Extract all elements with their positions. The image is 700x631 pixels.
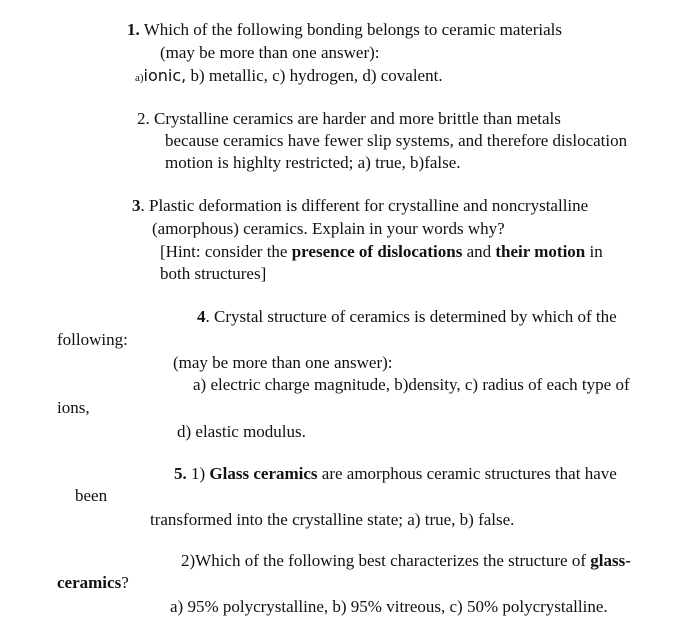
q3-text: . Plastic deformation is different for crystalline and noncrystalline (140, 196, 589, 215)
q4-line1 (197, 307, 617, 327)
q1-text: Which of the following bonding belongs to ceramic materials (143, 20, 562, 39)
q5-wrap1: been (75, 486, 108, 505)
q5-number: 5. (174, 464, 187, 483)
q5-part2-pre: 2)Which of the following best characterizes the structure of (181, 551, 591, 570)
q3-hint-mid: and (462, 242, 496, 261)
q1-options-rest: b) metallic, c) hydrogen, d) covalent. (190, 66, 443, 85)
q1-line2: (may be more than one answer): (160, 43, 380, 62)
q1-option-a-text: ionic, (143, 66, 187, 85)
q5-wrap2 (57, 573, 129, 593)
q5-line3 (181, 551, 631, 571)
q2-line1: 2. Crystalline ceramics are harder and more brittle than metals (137, 109, 561, 128)
q5-wrap2-post: ? (121, 573, 129, 592)
q3-hint-bold1: presence of dislocations (291, 242, 463, 261)
q3-line1 (132, 196, 588, 216)
q5-part1-post: are amorphous ceramic structures that have (317, 464, 617, 483)
q3-hint (160, 242, 603, 262)
q3-hint-pre: [Hint: consider the (160, 242, 292, 261)
q2-line3: motion is highlty restricted; a) true, b)false. (165, 153, 461, 172)
q1-number: 1. (127, 20, 140, 39)
q1-options (135, 66, 443, 88)
q3-hint-post: in (585, 242, 603, 261)
q4-line4: d) elastic modulus. (177, 422, 306, 441)
q3-number: 3 (132, 196, 141, 215)
q5-wrap2-bold: ceramics (57, 573, 122, 592)
q4-number: 4 (197, 307, 206, 326)
q4-wrap1: following: (57, 330, 128, 349)
q3-line4: both structures] (160, 264, 267, 283)
q5-part1-bold: Glass ceramics (209, 464, 318, 483)
q3-hint-bold2: their motion (495, 242, 586, 261)
q2-line2: because ceramics have fewer slip systems, and therefore dislocation (165, 131, 628, 150)
q5-line2: transformed into the crystalline state; a) true, b) false. (150, 510, 515, 529)
q1-option-a-label: a) (135, 72, 144, 84)
q5-line1 (174, 464, 617, 484)
q3-line2: (amorphous) ceramics. Explain in your words why? (152, 219, 505, 238)
q4-line2: (may be more than one answer): (173, 353, 393, 372)
q5-line4: a) 95% polycrystalline, b) 95% vitreous, c) 50% polycrystalline. (170, 597, 608, 616)
q4-wrap2: ions, (57, 398, 90, 417)
q1-line1 (127, 20, 562, 40)
q5-part2-bold: glass- (590, 551, 631, 570)
q4-text: . Crystal structure of ceramics is determined by which of the (205, 307, 617, 326)
q4-line3: a) electric charge magnitude, b)density, c) radius of each type of (193, 375, 630, 394)
q5-part1-pre: 1) (191, 464, 210, 483)
